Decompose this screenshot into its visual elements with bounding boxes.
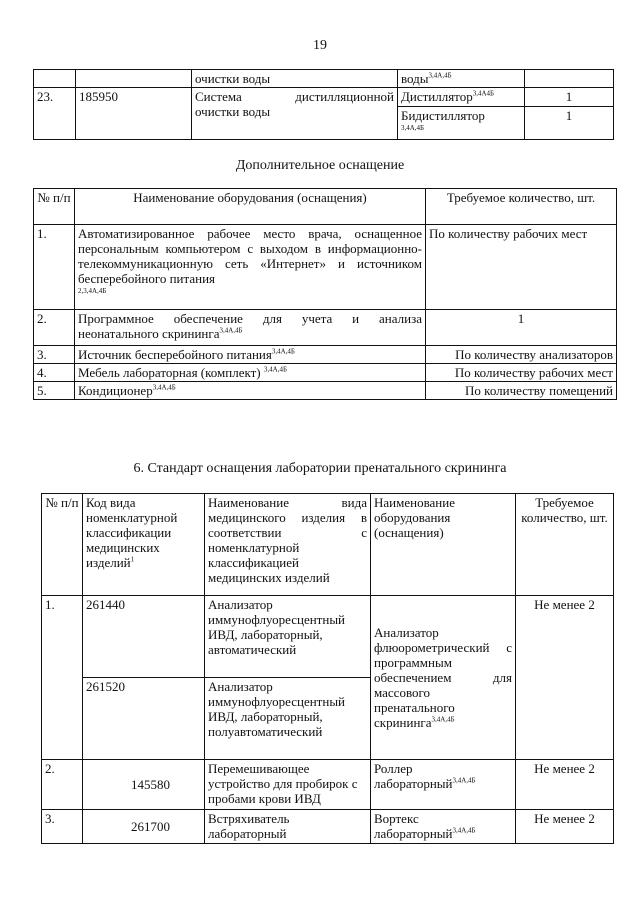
- table-row: [34, 225, 617, 310]
- cell-name: Мебель лабораторная (комплект) $^{3,4А,4Б}$: [75, 364, 426, 382]
- cell-kind: Перемешивающее устройство для пробирок с пробами крови ИВД: [205, 760, 371, 810]
- section-title-additional: Дополнительное оснащение: [235, 158, 405, 173]
- cell-qty: По количеству помещений: [426, 382, 617, 400]
- header-code: Код вида номенклатурной классификации медицинских изделий$^1$: [83, 494, 205, 596]
- table-row: [42, 760, 614, 810]
- cell-num: 3.: [34, 346, 75, 364]
- cell-kind: Встряхиватель лабораторный: [205, 810, 371, 844]
- table-row: [34, 364, 617, 382]
- cell-code: 261440: [83, 596, 205, 678]
- cell-code: 185950: [76, 88, 192, 140]
- cell-equip: воды$^{3,4А,4Б}$: [398, 70, 525, 88]
- table-row: [34, 310, 617, 346]
- cell-qty: По количеству анализаторов: [426, 346, 617, 364]
- header-qty: Требуемое количество, шт.: [516, 494, 614, 596]
- section6-title: 6. Стандарт оснащения лаборатории пренатального скрининга: [133, 461, 507, 476]
- cell-num: 3.: [42, 810, 83, 844]
- cell-equip: Дистиллятор$^{3,4А4Б}$: [398, 88, 525, 107]
- cell-qty: Не менее 2: [516, 760, 614, 810]
- cell-name: Программное обеспечение для учета и анализа неонатального скрининга$^{3,4А,4Б}$: [75, 310, 426, 346]
- cell-name: Система дистилляционной очистки воды: [192, 88, 398, 140]
- header-num: № п/п: [34, 189, 75, 225]
- cell-num: 1.: [34, 225, 75, 310]
- cell-kind: Анализатор иммунофлуоресцентный ИВД, лабораторный, автоматический: [205, 596, 371, 678]
- cell-num: 2.: [42, 760, 83, 810]
- cell-qty: 1: [525, 107, 614, 140]
- table-row: [34, 382, 617, 400]
- cell-qty: 1: [426, 310, 617, 346]
- cell-equip: Вортекс лабораторный$^{3,4А,4Б}$: [371, 810, 516, 844]
- table-row: [34, 70, 614, 88]
- prenatal-lab-equipment-table: [41, 493, 614, 844]
- cell-num: 23.: [34, 88, 76, 140]
- cell-name: Кондиционер$^{3,4А,4Б}$: [75, 382, 426, 400]
- header-qty: Требуемое количество, шт.: [426, 189, 617, 225]
- cell-num: 4.: [34, 364, 75, 382]
- cell-equip: Роллер лабораторный$^{3,4А,4Б}$: [371, 760, 516, 810]
- cell-qty: По количеству рабочих мест: [426, 364, 617, 382]
- cell-qty: 1: [525, 88, 614, 107]
- additional-equipment-table: [33, 188, 617, 400]
- table-header-row: [42, 494, 614, 596]
- table-row: [34, 346, 617, 364]
- cell-code: 261700: [83, 810, 205, 844]
- table-header-row: [34, 189, 617, 225]
- cell-num: 1.: [42, 596, 83, 760]
- cell-name: Автоматизированное рабочее место врача, оснащенное персональным компьютером с выходом в информационно-телекоммуникационную сеть «Интернет» и источником бесперебойного питания 2,3,4А,4Б: [75, 225, 426, 310]
- cell-code: 145580: [83, 760, 205, 810]
- cell-qty: Не менее 2: [516, 596, 614, 760]
- cell-equip: Бидистиллятор 3,4А,4Б: [398, 107, 525, 140]
- header-name: Наименование оборудования (оснащения): [75, 189, 426, 225]
- header-kind: Наименование вида медицинского изделия в соответствии с номенклатурной классификацией медицинских изделий: [205, 494, 371, 596]
- cell-code: 261520: [83, 678, 205, 760]
- page-number: 19: [313, 38, 327, 53]
- cell-num: 5.: [34, 382, 75, 400]
- header-num: № п/п: [42, 494, 83, 596]
- table-row: [42, 810, 614, 844]
- cell-kind: Анализатор иммунофлуоресцентный ИВД, лабораторный, полуавтоматический: [205, 678, 371, 760]
- table-row: [34, 88, 614, 107]
- cell-qty: Не менее 2: [516, 810, 614, 844]
- header-equip: Наименование оборудования (оснащения): [371, 494, 516, 596]
- cell-num: 2.: [34, 310, 75, 346]
- cell-qty: По количеству рабочих мест: [426, 225, 617, 310]
- equipment-table-continued: [33, 69, 614, 140]
- table-row: [42, 596, 614, 678]
- cell-name: очистки воды: [192, 70, 398, 88]
- cell-name: Источник бесперебойного питания$^{3,4А,4Б}$: [75, 346, 426, 364]
- cell-equip: Анализатор флюорометрический с программным обеспечением для массового пренатального скрининга$^{3,4А,4Б}$: [371, 596, 516, 760]
